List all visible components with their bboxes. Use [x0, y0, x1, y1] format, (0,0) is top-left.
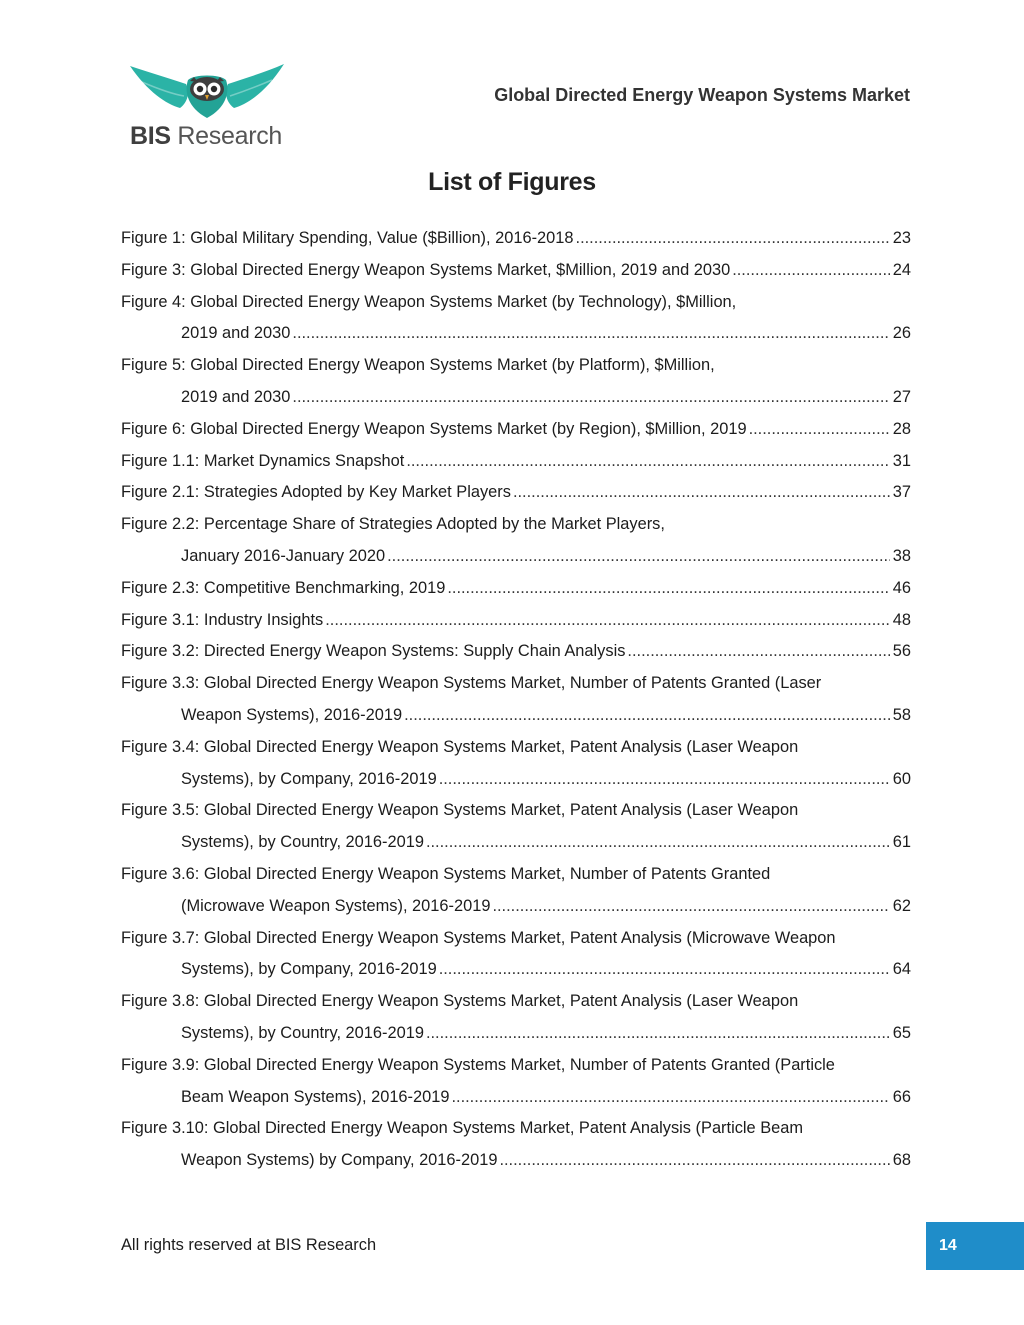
page-title: List of Figures [428, 168, 596, 196]
toc-entry-text: Figure 6: Global Directed Energy Weapon Systems Market (by Region), $Million, 2019 [121, 419, 747, 438]
toc-entry[interactable] [121, 859, 911, 891]
toc-page-number: 64 [892, 960, 911, 979]
toc-entry-text: Weapon Systems), 2016-2019 [181, 705, 403, 724]
toc-entry[interactable] [121, 287, 911, 319]
toc-dot-leader [426, 827, 890, 859]
toc-page-number: 26 [892, 324, 911, 343]
toc-page-number: 66 [892, 1087, 911, 1106]
toc-entry-text: Figure 3.3: Global Directed Energy Weapon Systems Market, Number of Patents Granted (Laser [121, 674, 822, 693]
toc-dot-leader [451, 1082, 889, 1114]
toc-entry[interactable] [121, 477, 911, 509]
page-number-badge: 14 [926, 1222, 1024, 1270]
toc-dot-leader [499, 1145, 889, 1177]
toc-page-number: 23 [892, 229, 911, 247]
toc-page-number: 38 [892, 546, 911, 565]
toc-entry[interactable] [121, 573, 911, 605]
toc-entry-text: Figure 3.6: Global Directed Energy Weapon Systems Market, Number of Patents Granted [121, 864, 771, 883]
toc-entry[interactable] [121, 636, 911, 668]
bis-research-logo [128, 62, 288, 152]
logo-text-bold: BIS [130, 122, 171, 150]
toc-entry[interactable] [121, 668, 911, 700]
toc-dot-leader [513, 477, 890, 509]
toc-entry-text: Figure 3.8: Global Directed Energy Weapon Systems Market, Patent Analysis (Laser Weapon [121, 992, 799, 1011]
toc-page-number: 24 [892, 260, 911, 279]
toc-dot-leader [325, 605, 890, 637]
toc-entry-text: Figure 3.1: Industry Insights [121, 610, 324, 629]
toc-entry[interactable] [121, 255, 911, 287]
toc-entry-text: 2019 and 2030 [181, 324, 291, 343]
toc-page-number: 58 [892, 705, 911, 724]
toc-entry-text: Figure 2.3: Competitive Benchmarking, 2019 [121, 578, 446, 597]
toc-dot-leader [492, 891, 889, 923]
toc-page-number: 37 [892, 483, 911, 502]
toc-entry-text: Beam Weapon Systems), 2016-2019 [181, 1087, 450, 1106]
toc-page-number: 65 [892, 1023, 911, 1042]
toc-dot-leader [732, 255, 890, 287]
toc-entry[interactable] [121, 1050, 911, 1082]
toc-dot-leader [406, 446, 889, 478]
toc-dot-leader [439, 764, 890, 796]
toc-entry-continuation[interactable] [121, 891, 911, 923]
owl-icon [128, 62, 286, 120]
toc-entry-text: Figure 3.2: Directed Energy Weapon Systems: Supply Chain Analysis [121, 642, 626, 661]
toc-entry-continuation[interactable] [121, 827, 911, 859]
toc-entry-continuation[interactable] [121, 700, 911, 732]
toc-entry[interactable] [121, 414, 911, 446]
toc-entry-continuation[interactable] [121, 764, 911, 796]
toc-entry[interactable] [121, 923, 911, 955]
toc-entry-continuation[interactable] [121, 1018, 911, 1050]
toc-entry[interactable] [121, 509, 911, 541]
toc-entry-continuation[interactable] [121, 1082, 911, 1114]
toc-entry-text: (Microwave Weapon Systems), 2016-2019 [181, 896, 491, 915]
toc-entry-continuation[interactable] [121, 318, 911, 350]
toc-dot-leader [576, 223, 890, 255]
toc-page-number: 68 [892, 1151, 911, 1170]
toc-entry-continuation[interactable] [121, 1145, 911, 1177]
toc-dot-leader [292, 382, 889, 414]
toc-entry[interactable] [121, 223, 911, 255]
toc-dot-leader [439, 954, 890, 986]
document-header-title: Global Directed Energy Weapon Systems Market [494, 85, 910, 105]
toc-entry-text: Figure 2.2: Percentage Share of Strategies Adopted by the Market Players, [121, 515, 665, 534]
toc-entry-text: Figure 5: Global Directed Energy Weapon Systems Market (by Platform), $Million, [121, 356, 715, 375]
toc-entry[interactable] [121, 732, 911, 764]
toc-entry-text: Figure 3: Global Directed Energy Weapon Systems Market, $Million, 2019 and 2030 [121, 260, 731, 279]
toc-dot-leader [627, 636, 889, 668]
toc-page-number: 48 [892, 610, 911, 629]
logo-wordmark [130, 122, 282, 150]
toc-entry-continuation[interactable] [121, 954, 911, 986]
toc-page-number: 56 [892, 642, 911, 661]
toc-dot-leader [426, 1018, 890, 1050]
toc-page-number: 62 [892, 896, 911, 915]
toc-entry-text: Figure 3.10: Global Directed Energy Weapon Systems Market, Patent Analysis (Particle Beam [121, 1119, 804, 1138]
toc-page-number: 31 [892, 451, 911, 470]
toc-entry-continuation[interactable] [121, 382, 911, 414]
toc-dot-leader [292, 318, 889, 350]
toc-entry-text: Systems), by Company, 2016-2019 [181, 769, 437, 788]
toc-entry-text: Figure 1: Global Military Spending, Value ($Billion), 2016-2018 [121, 229, 574, 247]
toc-entry-text: Systems), by Country, 2016-2019 [181, 833, 424, 852]
toc-entry-text: Figure 3.9: Global Directed Energy Weapon Systems Market, Number of Patents Granted (Particle [121, 1055, 835, 1074]
toc-entry[interactable] [121, 350, 911, 382]
toc-entry-text: Figure 2.1: Strategies Adopted by Key Market Players [121, 483, 511, 502]
logo-text-light: Research [170, 122, 283, 150]
toc-entry-continuation[interactable] [121, 541, 911, 573]
toc-dot-leader [749, 414, 890, 446]
toc-entry[interactable] [121, 795, 911, 827]
footer-rights-text: All rights reserved at BIS Research [121, 1236, 377, 1254]
toc-entry-text: January 2016-January 2020 [181, 546, 386, 565]
toc-entry-text: Figure 1.1: Market Dynamics Snapshot [121, 451, 405, 470]
toc-page-number: 60 [892, 769, 911, 788]
toc-entry-text: Figure 3.5: Global Directed Energy Weapon Systems Market, Patent Analysis (Laser Weapon [121, 801, 799, 820]
toc-dot-leader [387, 541, 890, 573]
toc-dot-leader [447, 573, 889, 605]
toc-page-number: 61 [892, 833, 911, 852]
toc-entry[interactable] [121, 446, 911, 478]
toc-entry-text: Weapon Systems) by Company, 2016-2019 [181, 1151, 498, 1170]
list-of-figures [121, 223, 911, 1177]
toc-entry-text: Figure 4: Global Directed Energy Weapon Systems Market (by Technology), $Million, [121, 292, 737, 311]
toc-entry-text: Figure 3.4: Global Directed Energy Weapon Systems Market, Patent Analysis (Laser Weapon [121, 737, 799, 756]
toc-entry-text: Figure 3.7: Global Directed Energy Weapon Systems Market, Patent Analysis (Microwave Weapon [121, 928, 836, 947]
toc-page-number: 28 [892, 419, 911, 438]
toc-entry[interactable] [121, 605, 911, 637]
toc-page-number: 27 [892, 387, 911, 406]
toc-entry[interactable] [121, 1113, 911, 1145]
toc-page-number: 46 [892, 578, 911, 597]
toc-entry-text: 2019 and 2030 [181, 387, 291, 406]
toc-entry-text: Systems), by Country, 2016-2019 [181, 1023, 424, 1042]
toc-entry[interactable] [121, 986, 911, 1018]
toc-entry-text: Systems), by Company, 2016-2019 [181, 960, 437, 979]
toc-dot-leader [404, 700, 890, 732]
